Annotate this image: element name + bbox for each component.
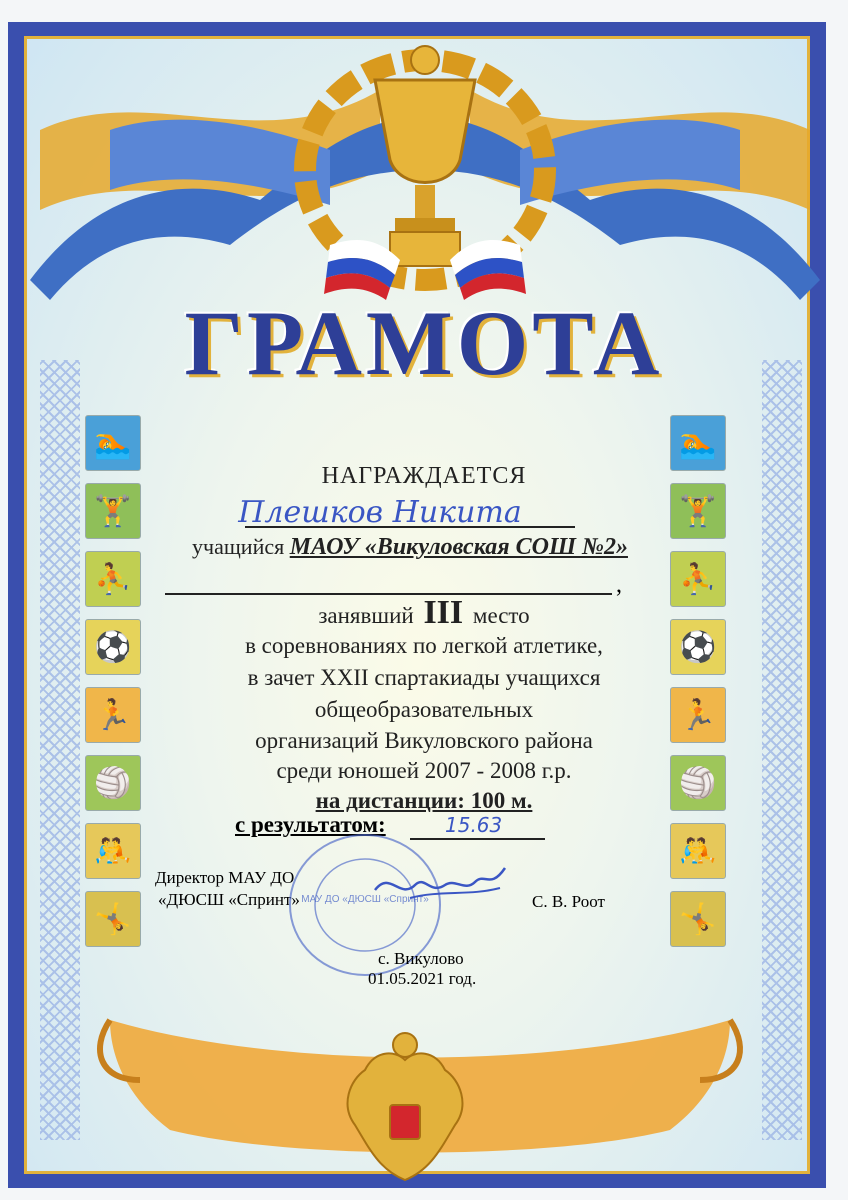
name-underline [245,526,575,528]
wrestling-icon: 🤼 [85,823,141,879]
result-label: с результатом: [235,812,386,837]
bottom-ornament [30,1010,810,1190]
weightlifting-icon: 🏋 [670,483,726,539]
awarded-heading: НАГРАЖДАЕТСЯ [321,463,527,489]
body-line: общеобразовательных [314,697,534,722]
swimming-icon: 🏊 [85,415,141,471]
school-name: МАОУ «Викуловская СОШ №2» [289,534,628,560]
gymnastics-icon: 🤸 [85,891,141,947]
running-icon: 🏃 [85,687,141,743]
student-prefix: учащийся [192,534,285,559]
trophy-cup-icon [375,46,475,266]
swimming-icon: 🏊 [670,415,726,471]
basketball-icon: ⛹ [85,551,141,607]
distance-line: на дистанции: 100 м. [315,788,533,813]
place-suffix: место [472,603,530,628]
body-line: в соревнованиях по легкой атлетике, [245,633,603,658]
student-line [130,534,690,561]
certificate-title: ГРАМОТА [184,292,664,394]
body-line: организаций Викуловского района [255,728,593,753]
coat-of-arms-icon [348,1033,463,1180]
body-line: среди юношей 2007 - 2008 г.р. [276,758,572,783]
basketball-icon: ⛹ [670,551,726,607]
volleyball-icon: 🏐 [85,755,141,811]
weightlifting-icon: 🏋 [85,483,141,539]
director-name: С. В. Роот [532,892,605,911]
gymnastics-icon: 🤸 [670,891,726,947]
stamp-text: МАУ ДО «ДЮСШ «Спринт» [301,894,429,905]
football-icon: ⚽ [670,619,726,675]
issue-date: 01.05.2021 год. [368,969,477,988]
place-prefix: занявший [318,603,414,628]
body-line: в зачет XXII спартакиады учащихся [247,665,601,690]
director-org: «ДЮСШ «Спринт» [158,890,300,909]
blank-line-comma: , [616,572,622,598]
director-signature [370,860,510,910]
volleyball-icon: 🏐 [670,755,726,811]
result-value: 15.63 [445,813,503,837]
football-icon: ⚽ [85,619,141,675]
recipient-name: Плешков Никита [238,495,522,530]
running-icon: 🏃 [670,687,726,743]
place-number: III [423,594,464,631]
director-title: Директор МАУ ДО [155,868,295,887]
wrestling-icon: 🤼 [670,823,726,879]
city: с. Викулово [378,949,464,968]
place-line [0,594,848,632]
